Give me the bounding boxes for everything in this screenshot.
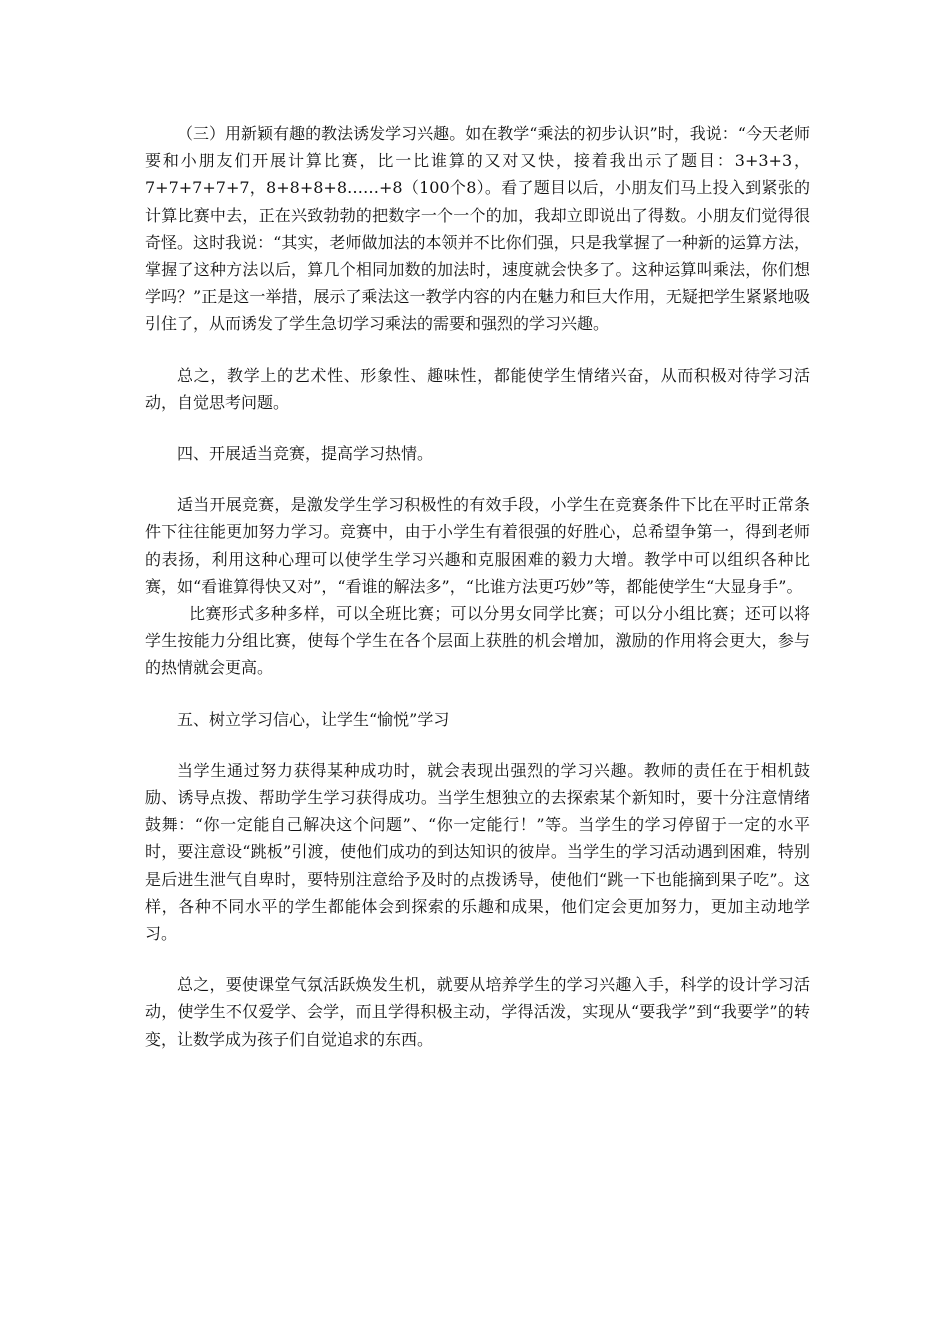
paragraph-confidence: 当学生通过努力获得某种成功时，就会表现出强烈的学习兴趣。教师的责任在于相机鼓励、诱导点拨、帮助学生学习获得成功。当学生想独立的去探索某个新知时，要十分注意情绪鼓舞：“你一定能自己解决这个问题”、“你一定能行！”等。当学生的学习停留于一定的水平时，要注意设“跳板”引渡，使他们成功的到达知识的彼岸。当学生的学习活动遇到困难，特别是后进生泄气自卑时，要特别注意给予及时的点拨诱导，使他们“跳一下也能摘到果子吃”。这样，各种不同水平的学生都能体会到探索的乐趣和成果，他们定会更加努力，更加主动地学习。: [145, 760, 810, 944]
document-body: [145, 120, 810, 1077]
paragraph-teaching-method: （三）用新颖有趣的教法诱发学习兴趣。如在教学“乘法的初步认识”时，我说：“今天老师要和小朋友们开展计算比赛，比一比谁算的又对又快，接着我出示了题目：3+3+3，7+7+7+7+7，8+8+8+8……+8（100个8）。看了题目以后，小朋友们马上投入到紧张的计算比赛中去，正在兴致勃勃的把数字一个一个的加，我却立即说出了得数。小朋友们觉得很奇怪。这时我说：“其实，老师做加法的本领并不比你们强，只是我掌握了一种新的运算方法，掌握了这种方法以后，算几个相同加数的加法时，速度就会快多了。这种运算叫乘法，你们想学吗？”正是这一举措，展示了乘法这一教学内容的内在魅力和巨大作用，无疑把学生紧紧地吸引住了，从而诱发了学生急切学习乘法的需要和强烈的学习兴趣。: [145, 124, 810, 334]
section-heading-confidence: 五、树立学习信心，让学生“愉悦”学习: [177, 709, 450, 729]
paragraph-conclusion: 总之，要使课堂气氛活跃焕发生机，就要从培养学生的学习兴趣入手，科学的设计学习活动，使学生不仅爱学、会学，而且学得积极主动，学得活泼，实现从“要我学”到“我要学”的转变，让数学成为孩子们自觉追求的东西。: [145, 975, 810, 1049]
paragraph-summary-art: 总之，教学上的艺术性、形象性、趣味性，都能使学生情绪兴奋，从而积极对待学习活动，自觉思考问题。: [145, 365, 810, 412]
section-heading-competition: 四、开展适当竞赛，提高学习热情。: [177, 444, 434, 464]
paragraph-competition: 适当开展竞赛，是激发学生学习积极性的有效手段，小学生在竞赛条件下比在平时正常条件下往往能更加努力学习。竞赛中，由于小学生有着很强的好胜心，总希望争第一，得到老师的表扬，利用这种心理可以使学生学习兴趣和克服困难的毅力大增。教学中可以组织各种比赛，如“看谁算得快又对”，“看谁的解法多”，“比谁方法更巧妙”等，都能使学生“大显身手”。: [145, 495, 810, 596]
paragraph-competition-forms: 比赛形式多种多样，可以全班比赛；可以分男女同学比赛；可以分小组比赛；还可以将学生按能力分组比赛，使每个学生在各个层面上获胜的机会增加，激励的作用将会更大，参与的热情就会更高。: [145, 604, 810, 678]
